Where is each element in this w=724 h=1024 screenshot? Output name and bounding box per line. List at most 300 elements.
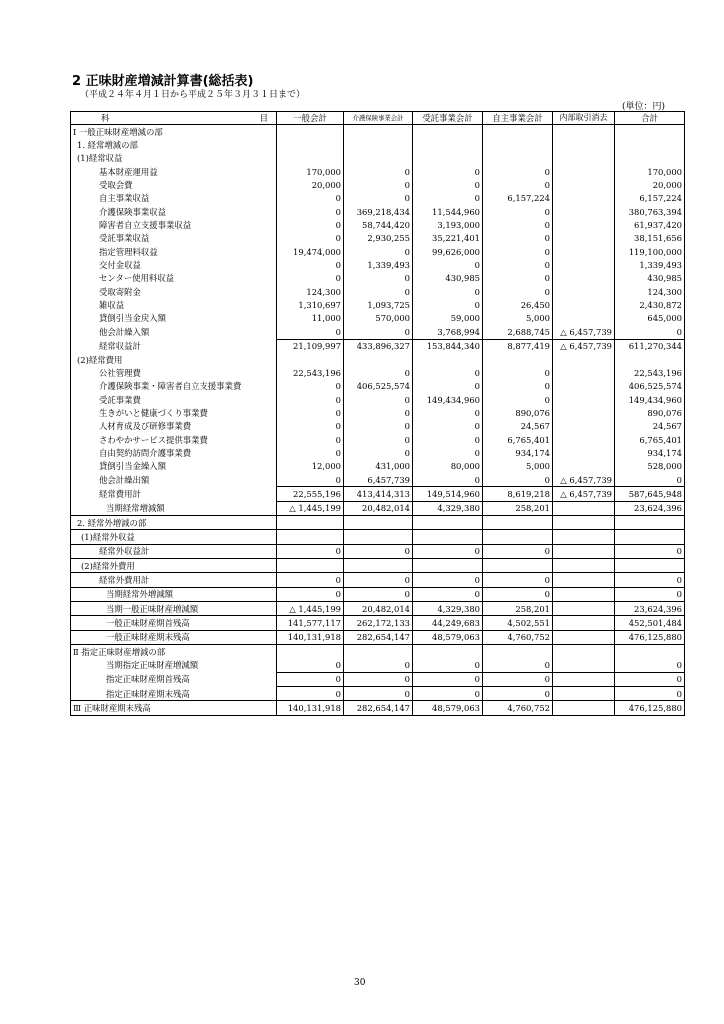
row-value: 0 [277,544,344,558]
table-row [71,380,685,393]
row-value: 0 [483,473,553,487]
table-row [71,232,685,245]
table-row [71,487,685,501]
row-value: 0 [277,393,344,406]
row-value: 0 [344,658,413,672]
row-value: 12,000 [277,460,344,473]
row-value: 5,000 [483,460,553,473]
row-label: 障害者自立支援事業収益 [71,218,277,231]
row-value: 0 [277,587,344,601]
row-value: 0 [413,366,483,379]
row-value: 0 [277,420,344,433]
table-row [71,616,685,630]
row-value: 0 [277,672,344,686]
row-label: 基本財産運用益 [71,165,277,178]
row-value: 0 [277,192,344,205]
row-value: 282,654,147 [344,701,413,715]
row-label: 当期一般正味財産増減額 [71,602,277,616]
header-independent: 自主事業会計 [483,112,553,125]
row-value: 1,093,725 [344,298,413,311]
row-value: 0 [413,687,483,701]
table-row [71,272,685,285]
row-value: 149,434,960 [413,393,483,406]
row-label: Ⅲ 正味財産期末残高 [71,701,277,715]
row-value: 4,329,380 [413,602,483,616]
row-value: 1,339,493 [615,258,685,271]
row-value [553,285,615,298]
row-value: 149,514,960 [413,487,483,501]
row-value [553,602,615,616]
table-row [71,285,685,298]
table-row [71,672,685,686]
row-value: 19,474,000 [277,245,344,258]
table-row [71,406,685,419]
row-value: 890,076 [615,406,685,419]
row-label: 1. 経常増減の部 [71,138,277,151]
row-value: 0 [277,573,344,587]
row-value: 0 [277,258,344,271]
row-value: 149,434,960 [615,393,685,406]
row-value: 3,768,994 [413,325,483,339]
row-value: 0 [483,165,553,178]
row-value: 0 [413,446,483,459]
row-value: 22,555,196 [277,487,344,501]
row-label: (1)経常収益 [71,152,277,165]
row-value [553,232,615,245]
row-value: 2,430,872 [615,298,685,311]
row-value [553,258,615,271]
table-header-row [71,112,685,125]
row-value: 140,131,918 [277,701,344,715]
row-value: 59,000 [413,312,483,325]
row-value [483,138,553,151]
row-value [553,272,615,285]
row-value: 8,619,218 [483,487,553,501]
row-label: 当期経常外増減額 [71,587,277,601]
row-value: 0 [615,672,685,686]
row-value: 0 [483,672,553,686]
table-row [71,420,685,433]
row-label: Ⅰ 一般正味財産増減の部 [71,125,277,139]
row-value: 0 [277,218,344,231]
row-label: 介護保険事業・障害者自立支援事業費 [71,380,277,393]
row-value: 0 [277,433,344,446]
row-label: 一般正味財産期末残高 [71,630,277,644]
row-value: 0 [413,658,483,672]
unit-label: (単位：円) [622,102,666,112]
row-label: センター使用料収益 [71,272,277,285]
row-value: 0 [344,672,413,686]
row-value: 0 [483,393,553,406]
row-value: 0 [413,165,483,178]
row-value [344,152,413,165]
row-label: 受取会費 [71,178,277,191]
table-row [71,258,685,271]
row-label: 公社管理費 [71,366,277,379]
table-row [71,602,685,616]
table-row [71,645,685,659]
row-value: 0 [413,420,483,433]
row-value: 0 [413,473,483,487]
row-value: 0 [344,366,413,379]
row-value [344,645,413,659]
row-value: △ 6,457,739 [553,339,615,353]
row-value [413,559,483,573]
row-value: 1,339,493 [344,258,413,271]
page-number: 30 [354,978,366,988]
row-value: △ 6,457,739 [553,473,615,487]
row-value [483,645,553,659]
row-value [553,218,615,231]
table-row [71,165,685,178]
row-value [553,672,615,686]
row-value: 1,310,697 [277,298,344,311]
row-value: 20,000 [615,178,685,191]
row-value: 48,579,063 [413,701,483,715]
row-value: 26,450 [483,298,553,311]
row-value: 6,457,739 [344,473,413,487]
period-text: （平成２４年４月１日から平成２５年３月３１日まで） [80,90,306,100]
row-value: 452,501,484 [615,616,685,630]
table-row [71,298,685,311]
table-row [71,178,685,191]
row-value: 0 [277,272,344,285]
row-value: 0 [615,573,685,587]
row-value [553,205,615,218]
row-label: 指定正味財産期末残高 [71,687,277,701]
table-row [71,339,685,353]
row-value: 24,567 [483,420,553,433]
row-value: 0 [344,178,413,191]
row-value: 58,744,420 [344,218,413,231]
row-value: 0 [344,446,413,459]
row-label: 介護保険事業収益 [71,205,277,218]
row-value [553,420,615,433]
row-value: 4,329,380 [413,501,483,515]
row-label: 経常外収益計 [71,544,277,558]
row-label: 経常収益計 [71,339,277,353]
row-value: 0 [277,687,344,701]
row-value: 0 [483,687,553,701]
row-value: 0 [413,544,483,558]
row-value: 934,174 [615,446,685,459]
document-title: 2 正味財産増減計算書(総括表) [72,74,254,89]
row-value [553,460,615,473]
table-row [71,393,685,406]
row-value: 20,000 [277,178,344,191]
header-item [71,112,277,125]
row-value: △ 6,457,739 [553,325,615,339]
row-value: 0 [413,192,483,205]
row-value [553,645,615,659]
row-value: 0 [277,406,344,419]
row-value: 0 [483,272,553,285]
row-value: 0 [615,687,685,701]
row-label: 人材育成及び研修事業費 [71,420,277,433]
row-value [277,125,344,139]
row-value [413,152,483,165]
row-value [553,165,615,178]
row-label: Ⅱ 指定正味財産増減の部 [71,645,277,659]
row-value [277,152,344,165]
row-value: 8,877,419 [483,339,553,353]
row-value: 99,626,000 [413,245,483,258]
row-value [553,530,615,544]
row-label: 一般正味財産期首残高 [71,616,277,630]
table-row [71,530,685,544]
row-value: 5,000 [483,312,553,325]
row-value: 38,151,656 [615,232,685,245]
row-value: 22,543,196 [277,366,344,379]
row-label: 他会計繰入額 [71,325,277,339]
row-value [553,687,615,701]
row-label: (2)経常費用 [71,353,277,366]
row-value [277,530,344,544]
row-value: 0 [615,587,685,601]
row-value [553,138,615,151]
row-value: 0 [277,658,344,672]
table-row [71,460,685,473]
row-value: 0 [483,245,553,258]
row-value: 587,645,948 [615,487,685,501]
row-value: 11,544,960 [413,205,483,218]
row-value [344,125,413,139]
row-value: 140,131,918 [277,630,344,644]
row-value: 406,525,574 [344,380,413,393]
row-label: (1)経常外収益 [71,530,277,544]
row-value [615,138,685,151]
row-value: 262,172,133 [344,616,413,630]
row-value [615,530,685,544]
row-value: 124,300 [277,285,344,298]
row-value: 0 [277,232,344,245]
row-value: 0 [483,218,553,231]
row-value: 0 [615,325,685,339]
row-value [277,645,344,659]
row-value [553,544,615,558]
row-label: (2)経常外費用 [71,559,277,573]
row-value: 0 [483,285,553,298]
row-value: 124,300 [615,285,685,298]
header-internal: 内部取引消去 [553,112,615,125]
row-value [553,312,615,325]
row-value [553,587,615,601]
row-value [413,353,483,366]
row-label: 当期経常増減額 [71,501,277,515]
header-total: 合計 [615,112,685,125]
row-value: 48,579,063 [413,630,483,644]
row-value [615,645,685,659]
row-value [344,353,413,366]
row-value: 258,201 [483,501,553,515]
row-value: 0 [413,178,483,191]
row-label: 2. 経常外増減の部 [71,515,277,529]
row-value: 380,763,394 [615,205,685,218]
table-row [71,245,685,258]
row-label: 経常外費用計 [71,573,277,587]
row-value: 170,000 [615,165,685,178]
table-row [71,138,685,151]
table-row [71,312,685,325]
row-value [413,138,483,151]
table-body [71,125,685,716]
row-label: 交付金収益 [71,258,277,271]
row-value [553,393,615,406]
table-row [71,325,685,339]
row-value: 431,000 [344,460,413,473]
row-value: 0 [344,325,413,339]
header-item-right: 目 [259,113,268,123]
row-value [553,125,615,139]
row-value: 0 [277,380,344,393]
row-value: 0 [483,573,553,587]
row-value [553,616,615,630]
table-row [71,658,685,672]
table-row [71,353,685,366]
table-row [71,366,685,379]
row-value [483,515,553,529]
row-value: 934,174 [483,446,553,459]
row-value [344,138,413,151]
row-value [553,515,615,529]
row-value: 44,249,683 [413,616,483,630]
row-value [483,530,553,544]
row-value [483,559,553,573]
row-value: 6,765,401 [483,433,553,446]
row-value: 476,125,880 [615,701,685,715]
row-label: 自主事業収益 [71,192,277,205]
row-value: 430,985 [413,272,483,285]
row-value: 0 [413,672,483,686]
row-value: 0 [483,544,553,558]
row-value: △ 1,445,199 [277,602,344,616]
row-value: 23,624,396 [615,501,685,515]
row-label: 受託事業費 [71,393,277,406]
table-row [71,630,685,644]
row-value [553,380,615,393]
row-value: △ 6,457,739 [553,487,615,501]
row-value: 0 [413,587,483,601]
row-value [344,515,413,529]
row-label: 受取寄附金 [71,285,277,298]
row-value: 406,525,574 [615,380,685,393]
table-row [71,687,685,701]
row-value: 570,000 [344,312,413,325]
row-value: 0 [483,380,553,393]
row-label: 雑収益 [71,298,277,311]
row-value [413,530,483,544]
row-value: 35,221,401 [413,232,483,245]
row-value: 0 [413,298,483,311]
row-value: 0 [615,544,685,558]
row-value: 0 [413,285,483,298]
row-value: 0 [413,573,483,587]
row-value [277,138,344,151]
row-value: 0 [277,446,344,459]
row-value: 119,100,000 [615,245,685,258]
row-value [553,433,615,446]
table-row [71,218,685,231]
row-value: 430,985 [615,272,685,285]
row-value: 0 [344,272,413,285]
row-value: 0 [277,325,344,339]
row-value: 141,577,117 [277,616,344,630]
row-value [553,152,615,165]
table-row [71,573,685,587]
row-value [344,530,413,544]
row-value: 0 [344,192,413,205]
row-value: 23,624,396 [615,602,685,616]
row-value [615,515,685,529]
table-row [71,587,685,601]
row-value: △ 1,445,199 [277,501,344,515]
row-value [553,192,615,205]
row-value: 0 [344,587,413,601]
row-value [553,501,615,515]
header-general: 一般会計 [277,112,344,125]
row-value [413,645,483,659]
row-value: 282,654,147 [344,630,413,644]
row-label: 生きがいと健康づくり事業費 [71,406,277,419]
row-value: 22,543,196 [615,366,685,379]
row-value: 11,000 [277,312,344,325]
row-value: 24,567 [615,420,685,433]
row-label: 指定管理料収益 [71,245,277,258]
row-value: 645,000 [615,312,685,325]
row-value [615,559,685,573]
table-row [71,192,685,205]
row-value [553,630,615,644]
row-value [553,245,615,258]
row-value: 528,000 [615,460,685,473]
row-value: 0 [344,573,413,587]
header-item-left: 科 [101,113,110,123]
row-value [553,573,615,587]
row-value [277,353,344,366]
row-label: 受託事業収益 [71,232,277,245]
row-value: 3,193,000 [413,218,483,231]
table-row [71,125,685,139]
row-value: 0 [413,380,483,393]
row-value: 0 [413,406,483,419]
row-value: 2,930,255 [344,232,413,245]
row-value [615,152,685,165]
row-value [344,559,413,573]
table-row [71,544,685,558]
row-value [483,152,553,165]
row-value: 0 [483,232,553,245]
row-value: 20,482,014 [344,602,413,616]
row-value: 0 [483,258,553,271]
row-value: 170,000 [277,165,344,178]
row-value [413,125,483,139]
row-value: 0 [483,178,553,191]
row-value: 20,482,014 [344,501,413,515]
row-value: 4,760,752 [483,701,553,715]
row-value [553,178,615,191]
table-row [71,433,685,446]
row-value [553,658,615,672]
row-label: 経常費用計 [71,487,277,501]
row-value: 21,109,997 [277,339,344,353]
net-assets-statement-table [70,111,685,716]
row-label: 他会計繰出額 [71,473,277,487]
row-value: 80,000 [413,460,483,473]
row-value: 0 [483,366,553,379]
row-value [483,353,553,366]
row-value: 0 [344,165,413,178]
row-value: 0 [344,245,413,258]
